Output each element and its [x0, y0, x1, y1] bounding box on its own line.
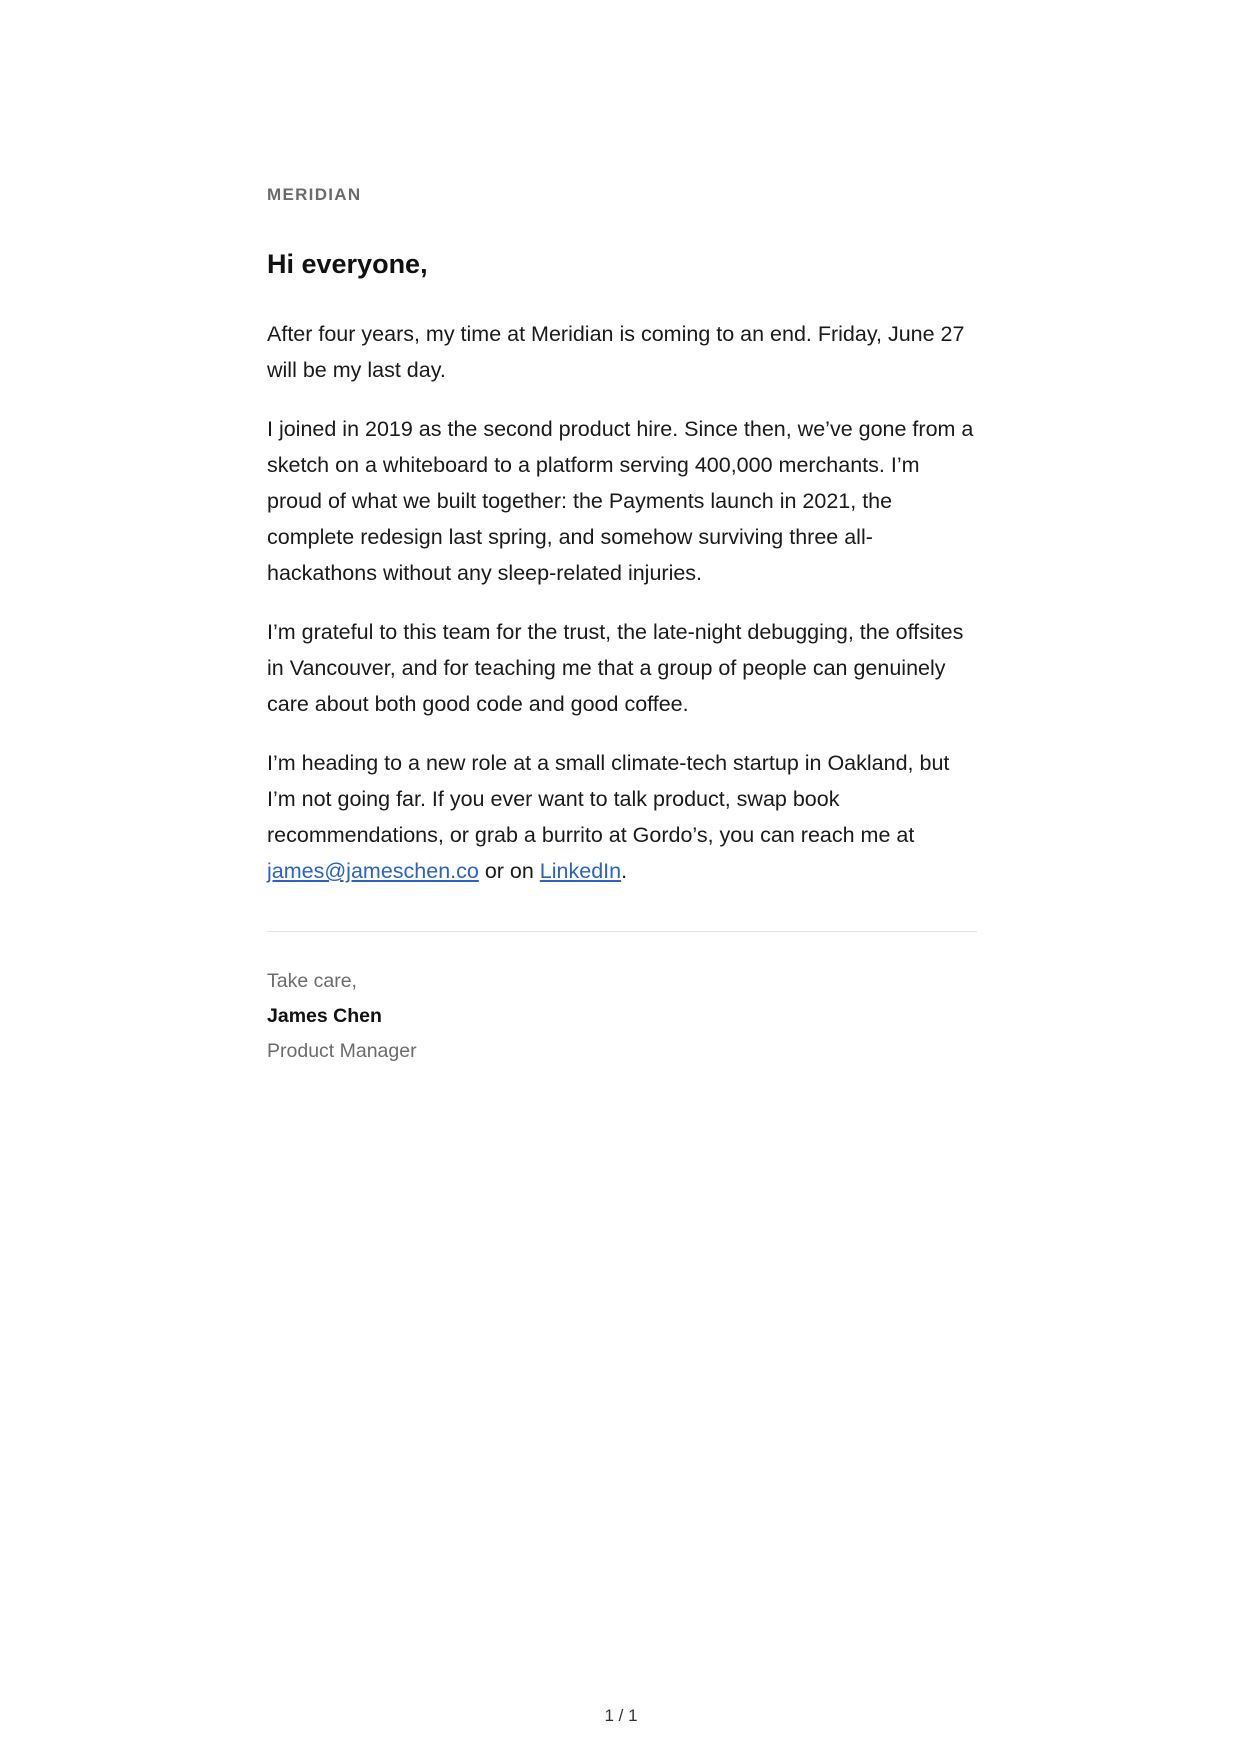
divider: [267, 931, 977, 932]
brand-name: MERIDIAN: [267, 185, 362, 204]
sender-role: Product Manager: [267, 1040, 417, 1062]
paragraph-contact: [267, 745, 977, 889]
contact-connector-text: or on: [478, 859, 540, 883]
paragraph-history: I joined in 2019 as the second product hire. Since then, we’ve gone from a sketch on a whiteboard to a platform serving 400,000 merchants. I’m proud of what we built together: the Payments launch in 2021, the complete redesign last spring, and somehow surviving three all-hackathons without any sleep-related injuries.: [267, 417, 974, 585]
linkedin-link[interactable]: LinkedIn: [539, 859, 622, 883]
paragraph-announcement: After four years, my time at Meridian is coming to an end. Friday, June 27 will be my last day.: [267, 322, 965, 382]
paragraph-gratitude: I’m grateful to this team for the trust, the late-night debugging, the offsites in Vancouver, and for teaching me that a group of people can genuinely care about both good code and good coffee.: [267, 620, 964, 716]
email-link[interactable]: james@jameschen.co: [267, 859, 479, 883]
letter-body: [267, 316, 977, 912]
greeting-heading: Hi everyone,: [267, 249, 428, 279]
contact-end-punctuation: .: [621, 859, 628, 883]
contact-text: I’m heading to a new role at a small climate-tech startup in Oakland, but I’m not going far. If you ever want to talk product, swap book recommendations, or grab a burrito at Gordo’s, you can reach me at: [267, 751, 950, 847]
signature-block: [267, 964, 977, 1069]
sender-name: James Chen: [267, 1005, 382, 1027]
page-number: 1 / 1: [604, 1706, 638, 1725]
closing-text: Take care,: [267, 970, 357, 992]
